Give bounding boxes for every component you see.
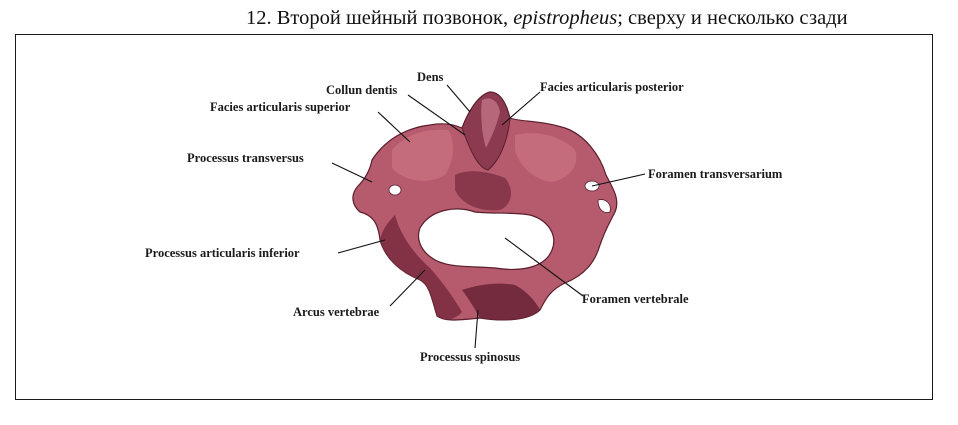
label-arcus-vertebrae: Arcus vertebrae [293, 305, 380, 319]
label-foramen-vertebrale: Foramen vertebrale [582, 292, 689, 306]
label-processus-spinosus: Processus spinosus [420, 350, 521, 364]
foramen-vertebrale-hole [419, 209, 554, 269]
leader-processus-art-inferior [338, 240, 385, 253]
leader-processus-transversus [332, 163, 372, 182]
caption-text-after: ; сверху и несколько сзади [617, 7, 848, 29]
label-processus-art-inferior: Processus articularis inferior [145, 246, 300, 260]
label-dens: Dens [417, 70, 444, 84]
label-foramen-transversarium: Foramen transversarium [648, 167, 783, 181]
leader-dens [447, 85, 470, 112]
caption-text-before: Второй шейный позвонок, [276, 7, 509, 29]
caption-number: 12. [246, 7, 272, 29]
label-facies-art-posterior: Facies articularis posterior [540, 80, 684, 94]
label-processus-transversus: Processus transversus [187, 151, 304, 165]
label-facies-art-superior: Facies articularis superior [210, 100, 351, 114]
caption-latin-term: epistropheus [513, 7, 618, 29]
foramen-transversarium-left [389, 185, 401, 195]
label-collum-dentis: Collun dentis [326, 83, 398, 97]
leader-arcus-vertebrae [390, 270, 425, 306]
